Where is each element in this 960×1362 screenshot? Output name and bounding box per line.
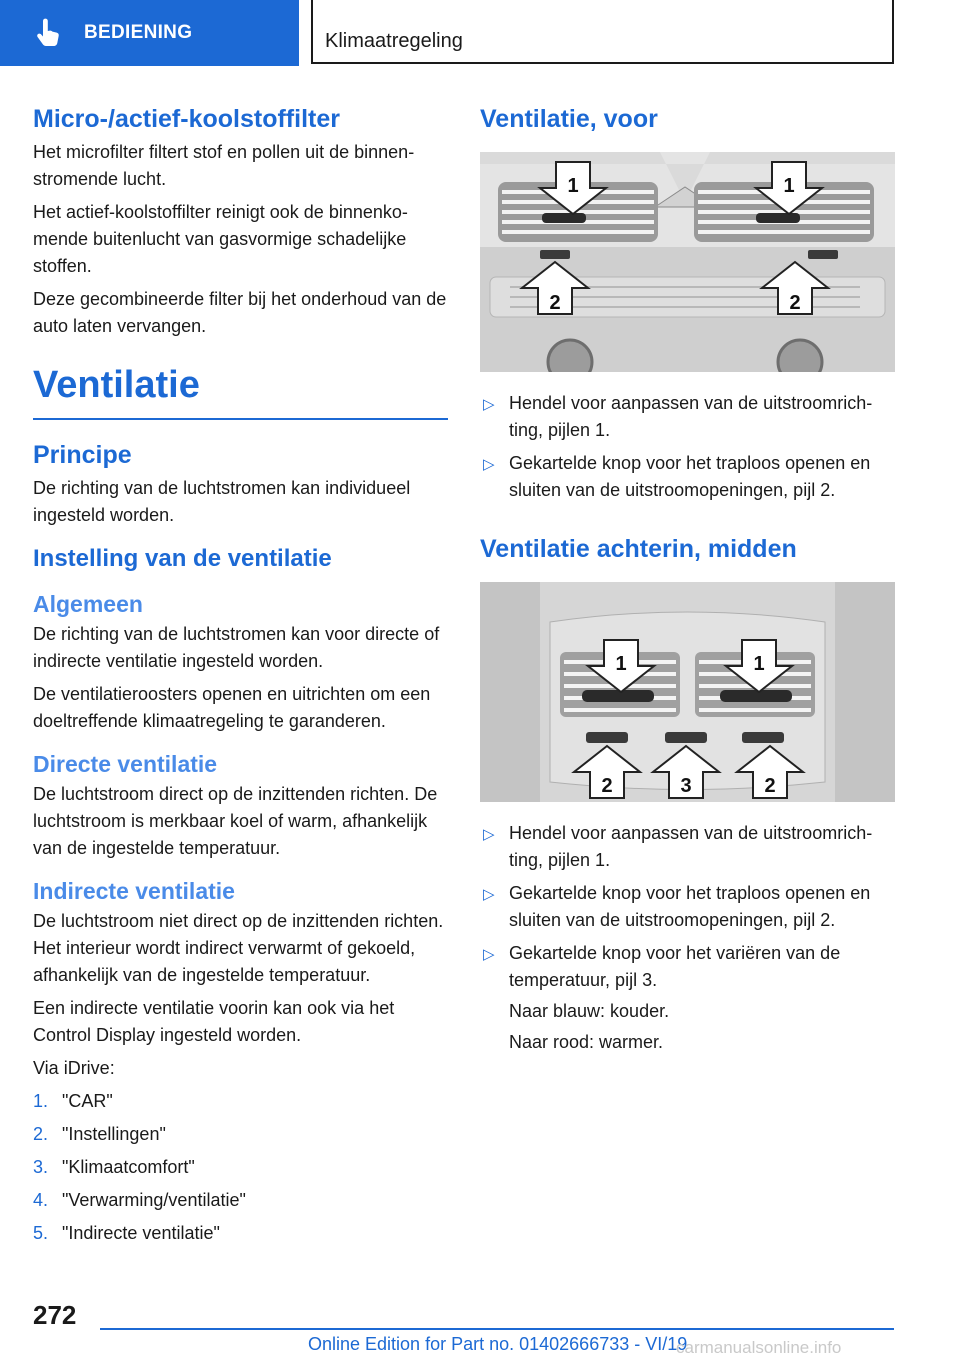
step-text: "Verwarming/ventilatie" <box>62 1190 246 1210</box>
filter-paragraph: Deze gecombineerde filter bij het onderhoud van de auto laten vervangen. <box>33 289 447 336</box>
item-text: Hendel voor aanpassen van de uitstroomrichting, pijlen 1. <box>509 823 873 870</box>
step-number: 2. <box>33 1124 49 1144</box>
front-vent-list <box>480 390 895 504</box>
direct-heading: Directe ventilatie <box>33 751 218 777</box>
triangle-bullet-icon: ▷ <box>483 826 495 843</box>
rear-vent-heading: Ventilatie achterin, midden <box>480 535 797 563</box>
note-warm: Naar rood: warmer. <box>509 1032 664 1052</box>
svg-text:1: 1 <box>783 175 795 197</box>
triangle-bullet-icon: ▷ <box>483 946 495 963</box>
step-number: 3. <box>33 1157 49 1177</box>
idrive-steps <box>33 1088 448 1247</box>
footer-rule <box>100 1328 894 1330</box>
section-title: BEDIENING <box>84 22 193 43</box>
indirect-paragraph: De luchtstroom niet direct op de inzittenden richten. Het interieur wordt indirect verwarmt of gekoeld, afhankelijk van de ingestelde temperatuur. <box>33 911 444 985</box>
principle-heading: Principe <box>33 441 132 469</box>
filter-paragraph: Het microfilter filtert stof en pollen uit de binnenstromende lucht. <box>33 142 415 189</box>
item-text: Gekartelde knop voor het variëren van de temperatuur, pijl 3. <box>509 943 841 990</box>
list-item <box>480 450 895 504</box>
filter-paragraph: Het actief-koolstoffilter reinigt ook de binnenkomende buitenlucht van gasvormige schadelijke stoffen. <box>33 202 408 276</box>
list-item <box>480 820 895 874</box>
general-paragraph: De ventilatieroosters openen en uitrichten om een doeltreffende klimaatregeling te garanderen. <box>33 684 431 731</box>
step-text: "CAR" <box>62 1091 113 1111</box>
step-text: "Instellingen" <box>62 1124 166 1144</box>
rear-right-knob <box>742 732 784 743</box>
list-item <box>33 1121 448 1148</box>
rear-vent-list <box>480 820 895 1056</box>
step-number: 5. <box>33 1223 49 1243</box>
indirect-paragraph: Een indirecte ventilatie voorin kan ook via het Control Display ingesteld worden. <box>33 998 395 1045</box>
rear-vent-figure <box>480 582 895 802</box>
item-text: Hendel voor aanpassen van de uitstroomrichting, pijlen 1. <box>509 393 873 440</box>
heading-rule <box>33 418 448 420</box>
section-tab <box>0 0 299 66</box>
front-vent-heading: Ventilatie, voor <box>480 105 658 133</box>
rear-left-knob <box>586 732 628 743</box>
left-knurled-knob <box>540 250 570 259</box>
step-text: "Indirecte ventilatie" <box>62 1223 220 1243</box>
rear-temp-knob <box>665 732 707 743</box>
step-number: 4. <box>33 1190 49 1210</box>
general-paragraph: De richting van de luchtstromen kan voor directe of indirecte ventilatie ingesteld worden. <box>33 624 440 671</box>
general-heading: Algemeen <box>33 591 143 617</box>
note-cold: Naar blauw: kouder. <box>509 1001 670 1021</box>
idrive-label: Via iDrive: <box>33 1058 115 1078</box>
principle-text: De richting van de luchtstromen kan individueel ingesteld worden. <box>33 478 411 525</box>
triangle-bullet-icon: ▷ <box>483 886 495 903</box>
page-number: 272 <box>33 1300 77 1330</box>
svg-text:1: 1 <box>615 653 627 675</box>
ventilation-heading: Ventilatie <box>33 364 200 406</box>
list-item <box>33 1154 448 1181</box>
item-text: Gekartelde knop voor het traploos openen en sluiten van de uitstroomopeningen, pijl 2. <box>509 883 871 930</box>
triangle-bullet-icon: ▷ <box>483 456 495 473</box>
right-column <box>480 102 895 1062</box>
left-column <box>33 102 448 1253</box>
chapter-box <box>311 0 894 64</box>
list-item <box>33 1220 448 1247</box>
filter-heading: Micro-/actief-koolstoffilter <box>33 105 340 133</box>
svg-text:1: 1 <box>753 653 765 675</box>
svg-text:2: 2 <box>601 775 613 797</box>
list-item <box>480 880 895 934</box>
list-item <box>33 1088 448 1115</box>
list-item <box>33 1187 448 1214</box>
triangle-bullet-icon: ▷ <box>483 396 495 413</box>
svg-text:2: 2 <box>764 775 776 797</box>
svg-text:3: 3 <box>680 775 692 797</box>
watermark: carmanualsonline.info <box>676 1338 842 1357</box>
setting-heading: Instelling van de ventilatie <box>33 545 332 572</box>
svg-text:1: 1 <box>567 175 579 197</box>
direct-text: De luchtstroom direct op de inzittenden richten. De luchtstroom is merkbaar koel of warm, afhankelijk van de ingestelde temperatuur. <box>33 784 438 858</box>
svg-text:2: 2 <box>549 292 561 314</box>
step-number: 1. <box>33 1091 49 1111</box>
list-item <box>480 940 895 1056</box>
svg-text:2: 2 <box>789 292 801 314</box>
indirect-heading: Indirecte ventilatie <box>33 878 235 904</box>
item-text: Gekartelde knop voor het traploos openen en sluiten van de uitstroomopeningen, pijl 2. <box>509 453 871 500</box>
list-item <box>480 390 895 444</box>
chapter-title: Klimaatregeling <box>325 30 463 52</box>
hand-pointer-icon <box>34 18 60 48</box>
step-text: "Klimaatcomfort" <box>62 1157 195 1177</box>
front-vent-figure <box>480 152 895 372</box>
edition-text: Online Edition for Part no. 01402666733 - VI/19 <box>308 1334 688 1354</box>
right-knurled-knob <box>808 250 838 259</box>
